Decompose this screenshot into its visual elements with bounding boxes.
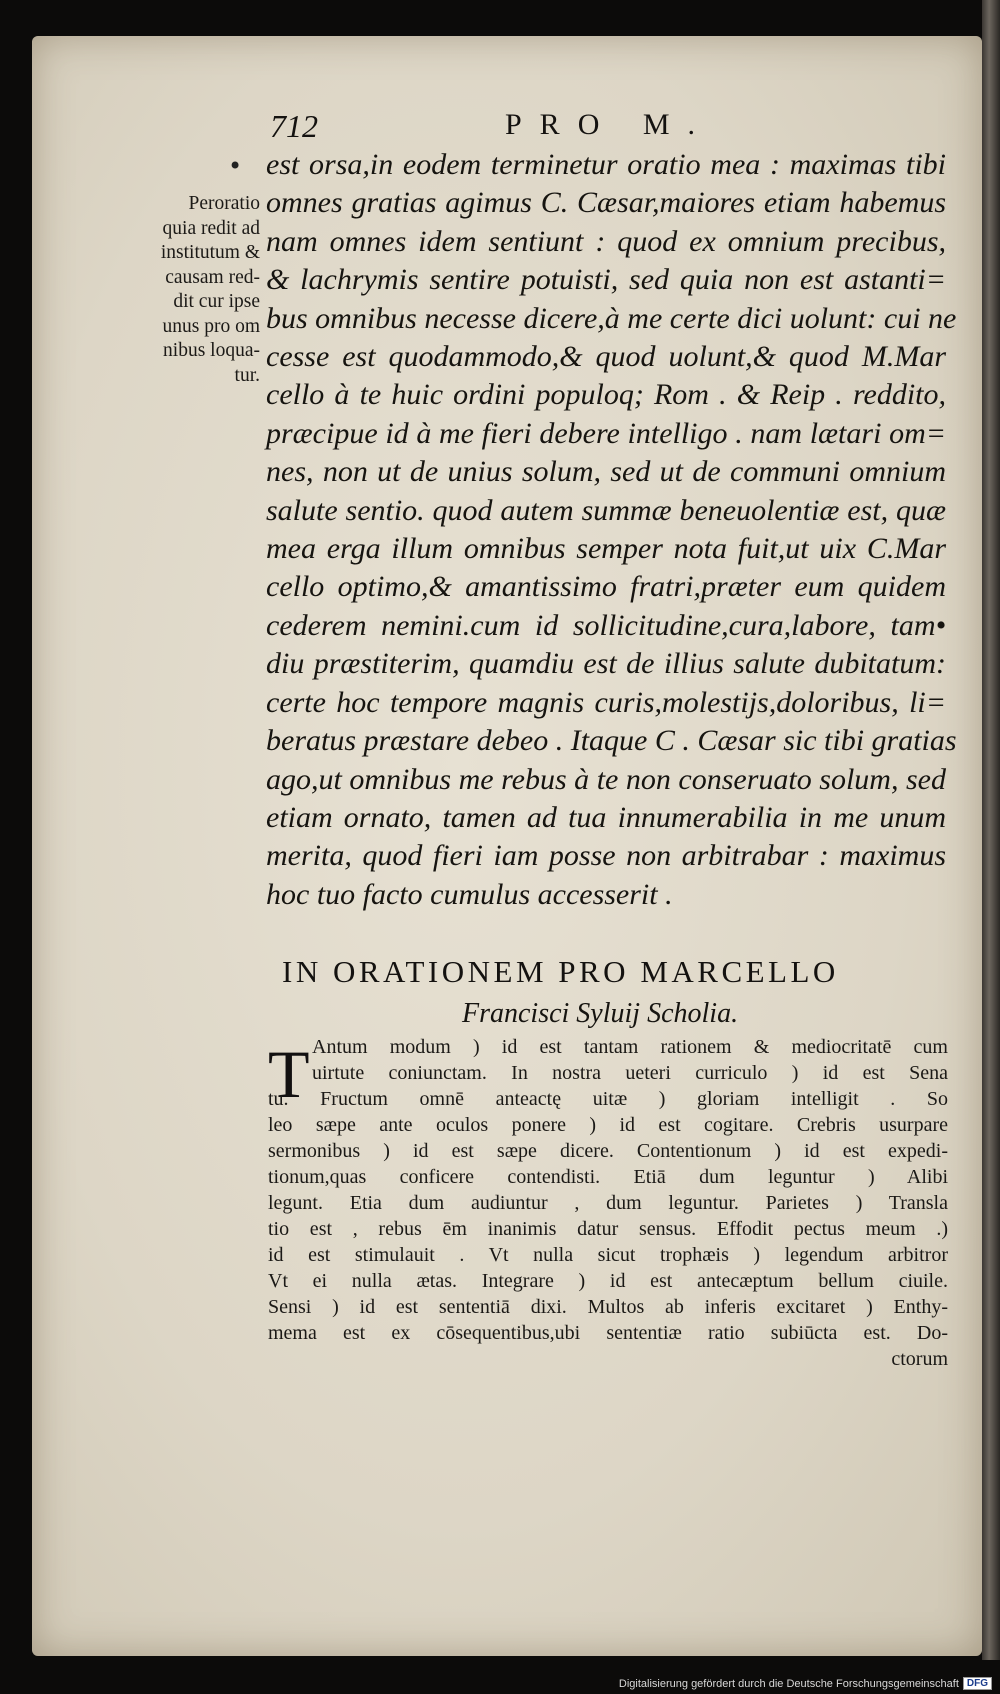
margin-mark: •	[228, 152, 243, 180]
section-subtitle: Francisci Syluij Scholia.	[462, 998, 739, 1029]
scholia-line: Vt ei nulla ætas. Integrare ) id est antecæptum bellum ciuile.	[268, 1270, 948, 1292]
section-title: IN ORATIONEM PRO MARCELLO	[282, 954, 839, 989]
scholia-line: Sensi ) id est sententiā dixi. Multos ab inferis excitaret ) Enthy-	[268, 1296, 948, 1318]
text-line: cederem nemini.cum id sollicitudine,cura,labore, tam•	[266, 608, 946, 642]
running-head: PRO M.	[505, 108, 714, 141]
text-line: etiam ornato, tamen ad tua innumerabilia in me unum	[266, 800, 946, 834]
digitization-footer	[619, 1677, 992, 1690]
scholia-line: uirtute coniunctam. In nostra ueteri curriculo ) id est Sena	[312, 1062, 948, 1084]
marginal-note-line: causam red-	[165, 266, 260, 288]
marginal-note-line: Peroratio	[188, 193, 260, 214]
text-line: cello optimo,& amantissimo fratri,præter eum quidem	[266, 570, 946, 604]
scholia-line: id est stimulauit . Vt nulla sicut trophæis ) legendum arbitror	[268, 1244, 948, 1266]
funding-credit: Digitalisierung gefördert durch die Deutsche Forschungsgemeinschaft	[618, 1677, 959, 1690]
text-line: certe hoc tempore magnis curis,molestijs,doloribus, li=	[266, 685, 946, 719]
marginal-note-line: unus pro om	[162, 315, 260, 337]
text-line: diu præstiterim, quamdiu est de illius salute dubitatum:	[266, 647, 946, 681]
text-line: beratus præstare debeo . Itaque C . Cæsar sic tibi gratias	[266, 724, 957, 758]
marginal-note-line: tur.	[234, 364, 260, 386]
oration-text	[266, 146, 957, 914]
scholia-line: tionum,quas conficere contendisti. Etiā dum leguntur ) Alibi	[268, 1166, 948, 1188]
scholia-line: tu. Fructum omnē anteactę uitæ ) gloriam intelligit . So	[268, 1088, 948, 1110]
text-line: nes, non ut de unius solum, sed ut de communi omnium	[266, 455, 946, 489]
marginal-note-line: quia redit ad	[162, 217, 260, 239]
text-line: cello à te huic ordini populoq; Rom . & Reip . reddito,	[266, 378, 946, 412]
scholia-line: Antum modum ) id est tantam rationem & mediocritatē cum	[312, 1036, 948, 1058]
scholia-line: mema est ex cōsequentibus,ubi sententiæ ratio subiūcta est. Do-	[268, 1322, 948, 1344]
text-line: mea erga illum omnibus semper nota fuit,ut uix C.Mar	[266, 532, 946, 566]
scholia-line: tio est , rebus ēm inanimis datur sensus. Effodit pectus meum .)	[268, 1218, 948, 1240]
marginal-note	[118, 192, 260, 388]
text-line: ago,ut omnibus me rebus à te non conseruato solum, sed	[266, 762, 946, 796]
text-line: & lachrymis sentire potuisti, sed quia non est astanti=	[266, 263, 946, 297]
scholia-text	[268, 1034, 948, 1372]
scholia-line: legunt. Etia dum audiuntur , dum leguntur. Parietes ) Transla	[268, 1192, 948, 1214]
text-line: hoc tuo facto cumulus accesserit .	[266, 877, 673, 911]
drop-cap: T	[268, 1036, 310, 1112]
book-spine-edge	[982, 0, 1000, 1660]
page-header	[270, 108, 730, 148]
text-line: præcipue id à me fieri debere intelligo . nam lætari om=	[266, 416, 946, 450]
scholia-line: leo sæpe ante oculos ponere ) id est cogitare. Crebris usurpare	[268, 1114, 948, 1136]
marginal-note-line: nibus loqua-	[163, 340, 260, 361]
text-line: bus omnibus necesse dicere,à me certe dici uolunt: cui ne	[266, 301, 957, 335]
marginal-note-line: institutum &	[160, 242, 260, 263]
marginal-note-line: dit cur ipse	[173, 291, 260, 312]
scholia-line: sermonibus ) id est sæpe dicere. Contentionum ) id est expedi-	[268, 1140, 948, 1162]
catchword: ctorum	[891, 1348, 948, 1370]
page-number: 712	[270, 108, 318, 144]
text-line: omnes gratias agimus C. Cæsar,maiores etiam habemus	[266, 186, 946, 220]
text-line: cesse est quodammodo,& quod uolunt,& quod M.Mar	[266, 340, 946, 374]
text-line: est orsa,in eodem terminetur oratio mea : maximas tibi	[266, 148, 946, 181]
text-line: nam omnes idem sentiunt : quod ex omnium precibus,	[266, 224, 946, 258]
text-line: merita, quod fieri iam posse non arbitrabar : maximus	[266, 839, 946, 873]
dfg-logo-icon: DFG	[963, 1677, 992, 1690]
text-line: salute sentio. quod autem summæ beneuolentiæ est, quæ	[266, 493, 946, 527]
